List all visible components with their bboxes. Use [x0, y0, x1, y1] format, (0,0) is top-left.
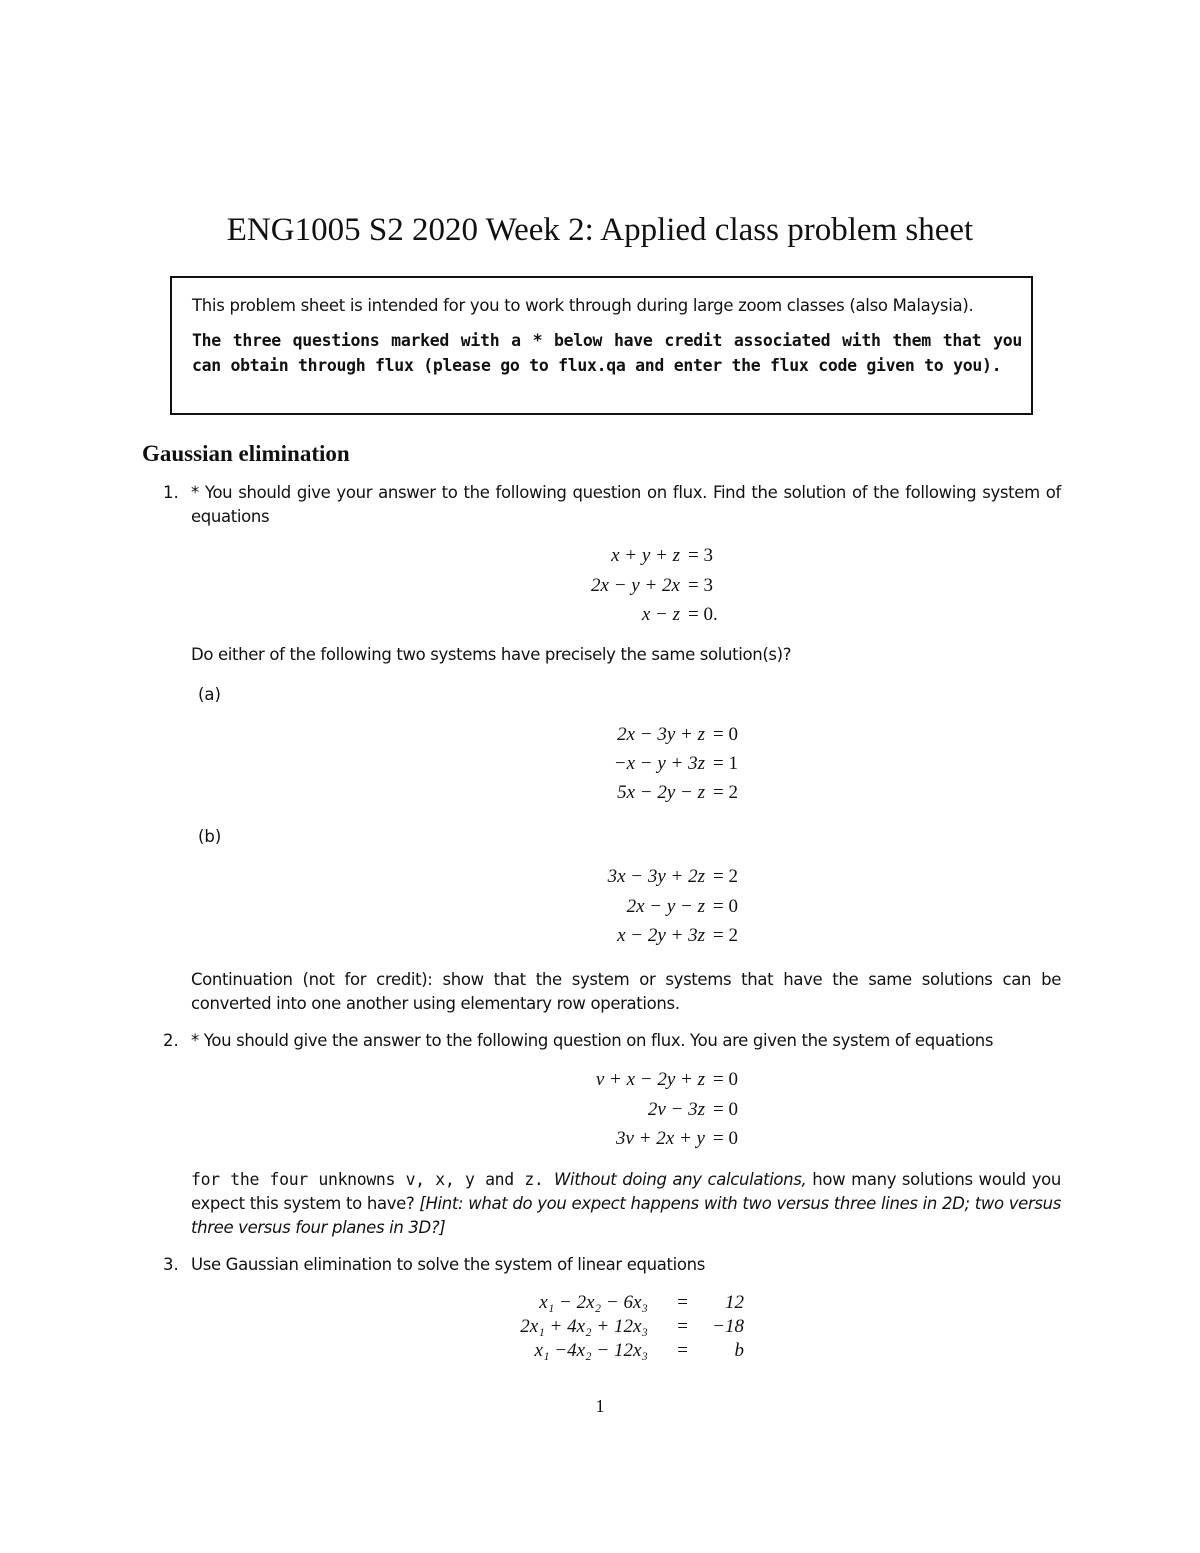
q2-text: * You should give the answer to the following question on flux. You are given the system of equations	[191, 1031, 994, 1050]
q3-eq1-lhs: x₁ − 2x₂ − 6x₃	[539, 1292, 648, 1313]
q1-eq2-lhs: 2x − y + 2x	[591, 575, 680, 596]
q3-eq1-sign: =	[676, 1292, 689, 1313]
q1-eq1-rhs: = 3	[688, 545, 713, 566]
q1a-eq3-rhs: = 2	[713, 782, 738, 803]
q1-part-a-label: (a)	[198, 685, 221, 704]
q2-eq1-rhs: = 0	[713, 1069, 738, 1090]
q1-eq3-lhs: x − z	[641, 604, 680, 625]
info-box-intro: This problem sheet is intended for you to work through during large zoom classes (also Malaysia).	[192, 296, 974, 315]
q1-eq1-lhs: x + y + z	[611, 545, 680, 566]
q2-eq3-lhs: 3v + 2x + y	[616, 1128, 705, 1149]
q2-number: 2.	[163, 1031, 179, 1050]
q3-number: 3.	[163, 1255, 179, 1274]
page-number: 1	[595, 1396, 605, 1416]
q3-eq3-lhs: x₁ −4x₂ − 12x₃	[534, 1340, 648, 1361]
info-box	[170, 276, 1033, 415]
q2-hint: [Hint: what do you expect happens with two versus three lines in 2D; two versus three versus four planes in 3D?]	[191, 1194, 1061, 1237]
q1b-eq2-lhs: 2x − y − z	[626, 896, 705, 917]
page-title: ENG1005 S2 2020 Week 2: Applied class problem sheet	[226, 212, 974, 248]
q2-eq3-rhs: = 0	[713, 1128, 738, 1149]
q1a-eq3-lhs: 5x − 2y − z	[617, 782, 705, 803]
q3-eq3-rhs: b	[734, 1340, 744, 1361]
q2-followup	[191, 1168, 1061, 1240]
q2-eq2-rhs: = 0	[713, 1099, 738, 1120]
q1-eq2-rhs: = 3	[688, 575, 713, 596]
q2-followup-emphasis: Without doing any calculations,	[554, 1170, 807, 1189]
q1a-eq1-lhs: 2x − 3y + z	[617, 724, 705, 745]
q3-eq2-rhs: −18	[712, 1316, 744, 1337]
q2-eq1-lhs: v + x − 2y + z	[595, 1069, 705, 1090]
q2-followup-unknowns: for the four unknowns v, x, y and z.	[191, 1170, 555, 1189]
section-heading: Gaussian elimination	[142, 441, 350, 466]
q1-followup: Do either of the following two systems have precisely the same solution(s)?	[191, 645, 792, 664]
q1b-eq1-rhs: = 2	[713, 866, 738, 887]
q3-text: Use Gaussian elimination to solve the system of linear equations	[191, 1255, 705, 1274]
q2-eq2-lhs: 2v − 3z	[647, 1099, 705, 1120]
q1b-eq3-lhs: x − 2y + 3z	[617, 925, 705, 946]
q1-number: 1.	[163, 483, 179, 502]
q3-eq2-lhs: 2x₁ + 4x₂ + 12x₃	[520, 1316, 648, 1337]
q2-followup-question: how many solutions would you expect this system to have?	[191, 1170, 1062, 1213]
q1-text: * You should give your answer to the following question on flux. Find the solution of the following system of equations	[191, 483, 1061, 526]
q1-continuation: Continuation (not for credit): show that the system or systems that have the same solutions can be converted into one another using elementary row operations.	[191, 970, 1061, 1013]
q1a-eq2-rhs: = 1	[713, 753, 738, 774]
q3-eq1-rhs: 12	[725, 1292, 744, 1313]
q1a-eq2-lhs: −x − y + 3z	[613, 753, 705, 774]
info-box-credit-note: The three questions marked with a * below have credit associated with them that you can obtain through flux (please go to flux.qa and enter the flux code given to you).	[192, 331, 1022, 375]
q1b-eq3-rhs: = 2	[713, 925, 738, 946]
q1b-eq1-lhs: 3x − 3y + 2z	[607, 866, 705, 887]
q1b-eq2-rhs: = 0	[713, 896, 738, 917]
q3-eq2-sign: =	[676, 1316, 689, 1337]
q3-eq3-sign: =	[676, 1340, 689, 1361]
q1a-eq1-rhs: = 0	[713, 724, 738, 745]
q1-part-b-label: (b)	[198, 827, 222, 846]
q1-eq3-rhs: = 0.	[688, 604, 718, 625]
